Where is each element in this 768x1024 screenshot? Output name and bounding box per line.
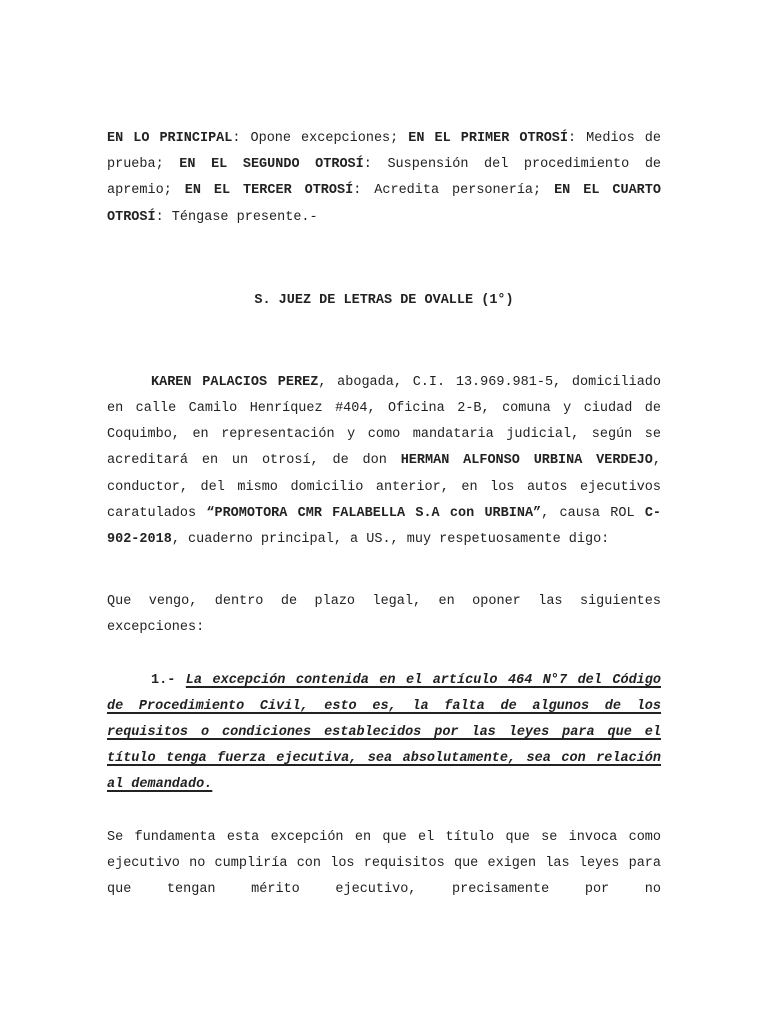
- summary-third-otrosi-label: EN EL TERCER OTROSÍ: [184, 183, 354, 199]
- summary-principal-label: EN LO PRINCIPAL: [107, 131, 233, 146]
- addressee-heading: S. JUEZ DE LETRAS DE OVALLE (1°): [254, 292, 514, 308]
- intro-text-4: , cuaderno principal, a US., muy respetuosamente digo:: [171, 532, 610, 548]
- summary-second-otrosi-label: EN EL SEGUNDO OTROSÍ: [179, 157, 364, 173]
- summary-fourth-otrosi-text: : Téngase presente.-: [155, 209, 318, 225]
- argument-paragraph: Se fundamenta esta excepción en que el título que se invoca como ejecutivo no cumpliría con los requisitos que exigen las leyes para que tengan mérito ejecutivo, precisamente por no: [107, 829, 661, 898]
- case-title: “PROMOTORA CMR FALABELLA S.A con URBINA”: [206, 505, 542, 521]
- exception-1-number: 1.-: [151, 672, 186, 688]
- document-page: [107, 126, 661, 903]
- lawyer-name: KAREN PALACIOS PEREZ: [151, 374, 319, 390]
- client-name: HERMAN ALFONSO URBINA VERDEJO: [400, 453, 653, 469]
- intro-text-2: , conductor, del mismo domicilio anterior, en los autos ejecutivos caratulados: [107, 453, 661, 521]
- summary-block: [107, 126, 661, 231]
- summary-fourth-otrosi-label: EN EL CUARTO OTROSÍ: [107, 183, 661, 225]
- exception-1-title: La excepción contenida en el artículo 464 N°7 del Código de Procedimiento Civil, esto es, la falta de algunos de los requisitos o condiciones establecidos por las leyes para que el título tenga fuerza ejecutiva, sea absolutamente, sea con relación al demandado.: [107, 672, 661, 793]
- opening-paragraph: Que vengo, dentro de plazo legal, en oponer las siguientes excepciones:: [107, 594, 661, 636]
- case-rol: C-902-2018: [107, 505, 662, 548]
- summary-second-otrosi-text: : Suspensión del procedimiento de apremio;: [107, 157, 662, 199]
- summary-principal-text: : Opone excepciones;: [232, 131, 409, 146]
- intro-text-1: , abogada, C.I. 13.969.981-5, domiciliado en calle Camilo Henríquez #404, Oficina 2-B, comuna y ciudad de Coquimbo, en representación y como mandataria judicial, según se acreditará en un otrosí, de don: [107, 374, 662, 469]
- summary-first-otrosi-label: EN EL PRIMER OTROSÍ: [408, 131, 569, 146]
- intro-paragraph: [107, 370, 661, 553]
- summary-third-otrosi-text: : Acredita personería;: [353, 183, 555, 199]
- exception-1-paragraph: [107, 668, 661, 799]
- intro-text-3: , causa ROL: [541, 505, 645, 521]
- summary-first-otrosi-text: : Medios de prueba;: [107, 131, 661, 173]
